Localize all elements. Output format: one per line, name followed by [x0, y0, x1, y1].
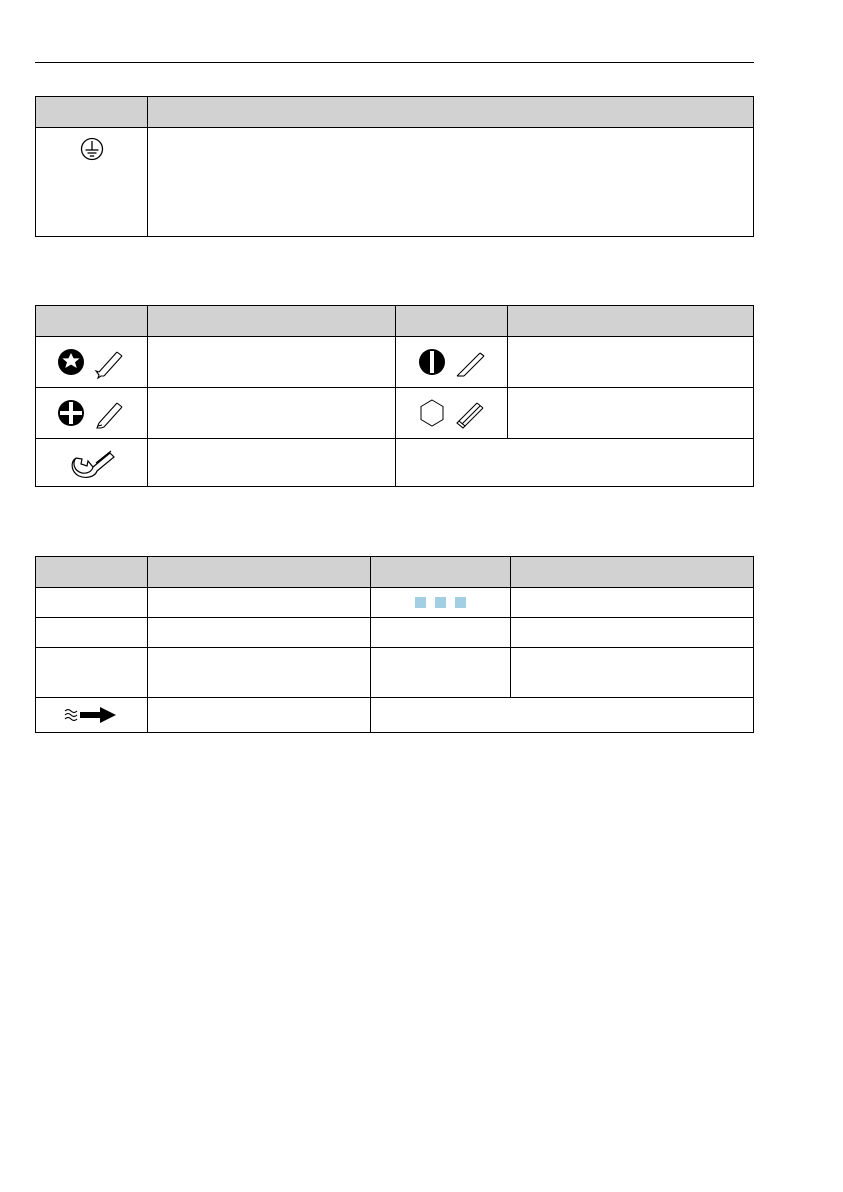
- flow-direction-icon: [62, 704, 122, 726]
- symbol-cell: [396, 337, 508, 388]
- meaning-cell: [148, 337, 396, 388]
- table-row: [36, 618, 754, 648]
- protective-earth-icon: [77, 134, 107, 170]
- symbol-cell: [36, 388, 148, 439]
- meaning-cell: [148, 388, 396, 439]
- table-row: [36, 698, 754, 733]
- table-row: [36, 588, 754, 618]
- meaning-cell: [511, 648, 754, 698]
- table-header-row: [36, 306, 754, 337]
- tool-symbols-table: [35, 305, 754, 487]
- phillips-screwdriver-icon: [54, 395, 130, 431]
- meaning-cell: [508, 337, 754, 388]
- meaning-cell: [371, 698, 754, 733]
- safety-symbols-table: [35, 96, 754, 237]
- symbol-cell: [36, 648, 148, 698]
- graphic-symbols-table: [35, 556, 754, 733]
- meaning-cell: [148, 648, 371, 698]
- symbol-cell: [396, 388, 508, 439]
- symbol-cell: [36, 698, 148, 733]
- meaning-cell: [396, 439, 754, 487]
- table-header-row: [36, 97, 754, 128]
- symbol-cell: [36, 588, 148, 618]
- column-header: [148, 306, 396, 337]
- symbol-cell: [36, 337, 148, 388]
- series-of-steps-icon: [371, 597, 510, 608]
- meaning-cell: [148, 439, 396, 487]
- header-rule: [35, 62, 754, 63]
- meaning-cell: [148, 588, 371, 618]
- allen-key-icon: [414, 395, 490, 431]
- table-row: [36, 439, 754, 487]
- column-header: [396, 306, 508, 337]
- flat-blade-screwdriver-icon: [414, 344, 490, 380]
- column-header: [36, 97, 148, 128]
- column-header: [148, 557, 371, 588]
- symbol-cell: [36, 618, 148, 648]
- symbol-cell: [371, 588, 511, 618]
- table-row: [36, 388, 754, 439]
- torx-screwdriver-icon: [54, 344, 130, 380]
- symbol-cell: [371, 618, 511, 648]
- meaning-cell: [511, 588, 754, 618]
- table-row: [36, 337, 754, 388]
- column-header: [148, 97, 754, 128]
- column-header: [508, 306, 754, 337]
- meaning-cell: [148, 128, 754, 237]
- meaning-cell: [148, 618, 371, 648]
- meaning-cell: [511, 618, 754, 648]
- open-end-wrench-icon: [62, 445, 122, 481]
- symbol-cell: [36, 439, 148, 487]
- symbol-cell: [36, 128, 148, 237]
- meaning-cell: [148, 698, 371, 733]
- table-row: [36, 648, 754, 698]
- column-header: [36, 306, 148, 337]
- table-row: [36, 128, 754, 237]
- table-header-row: [36, 557, 754, 588]
- column-header: [371, 557, 511, 588]
- symbol-cell: [371, 648, 511, 698]
- column-header: [36, 557, 148, 588]
- column-header: [511, 557, 754, 588]
- meaning-cell: [508, 388, 754, 439]
